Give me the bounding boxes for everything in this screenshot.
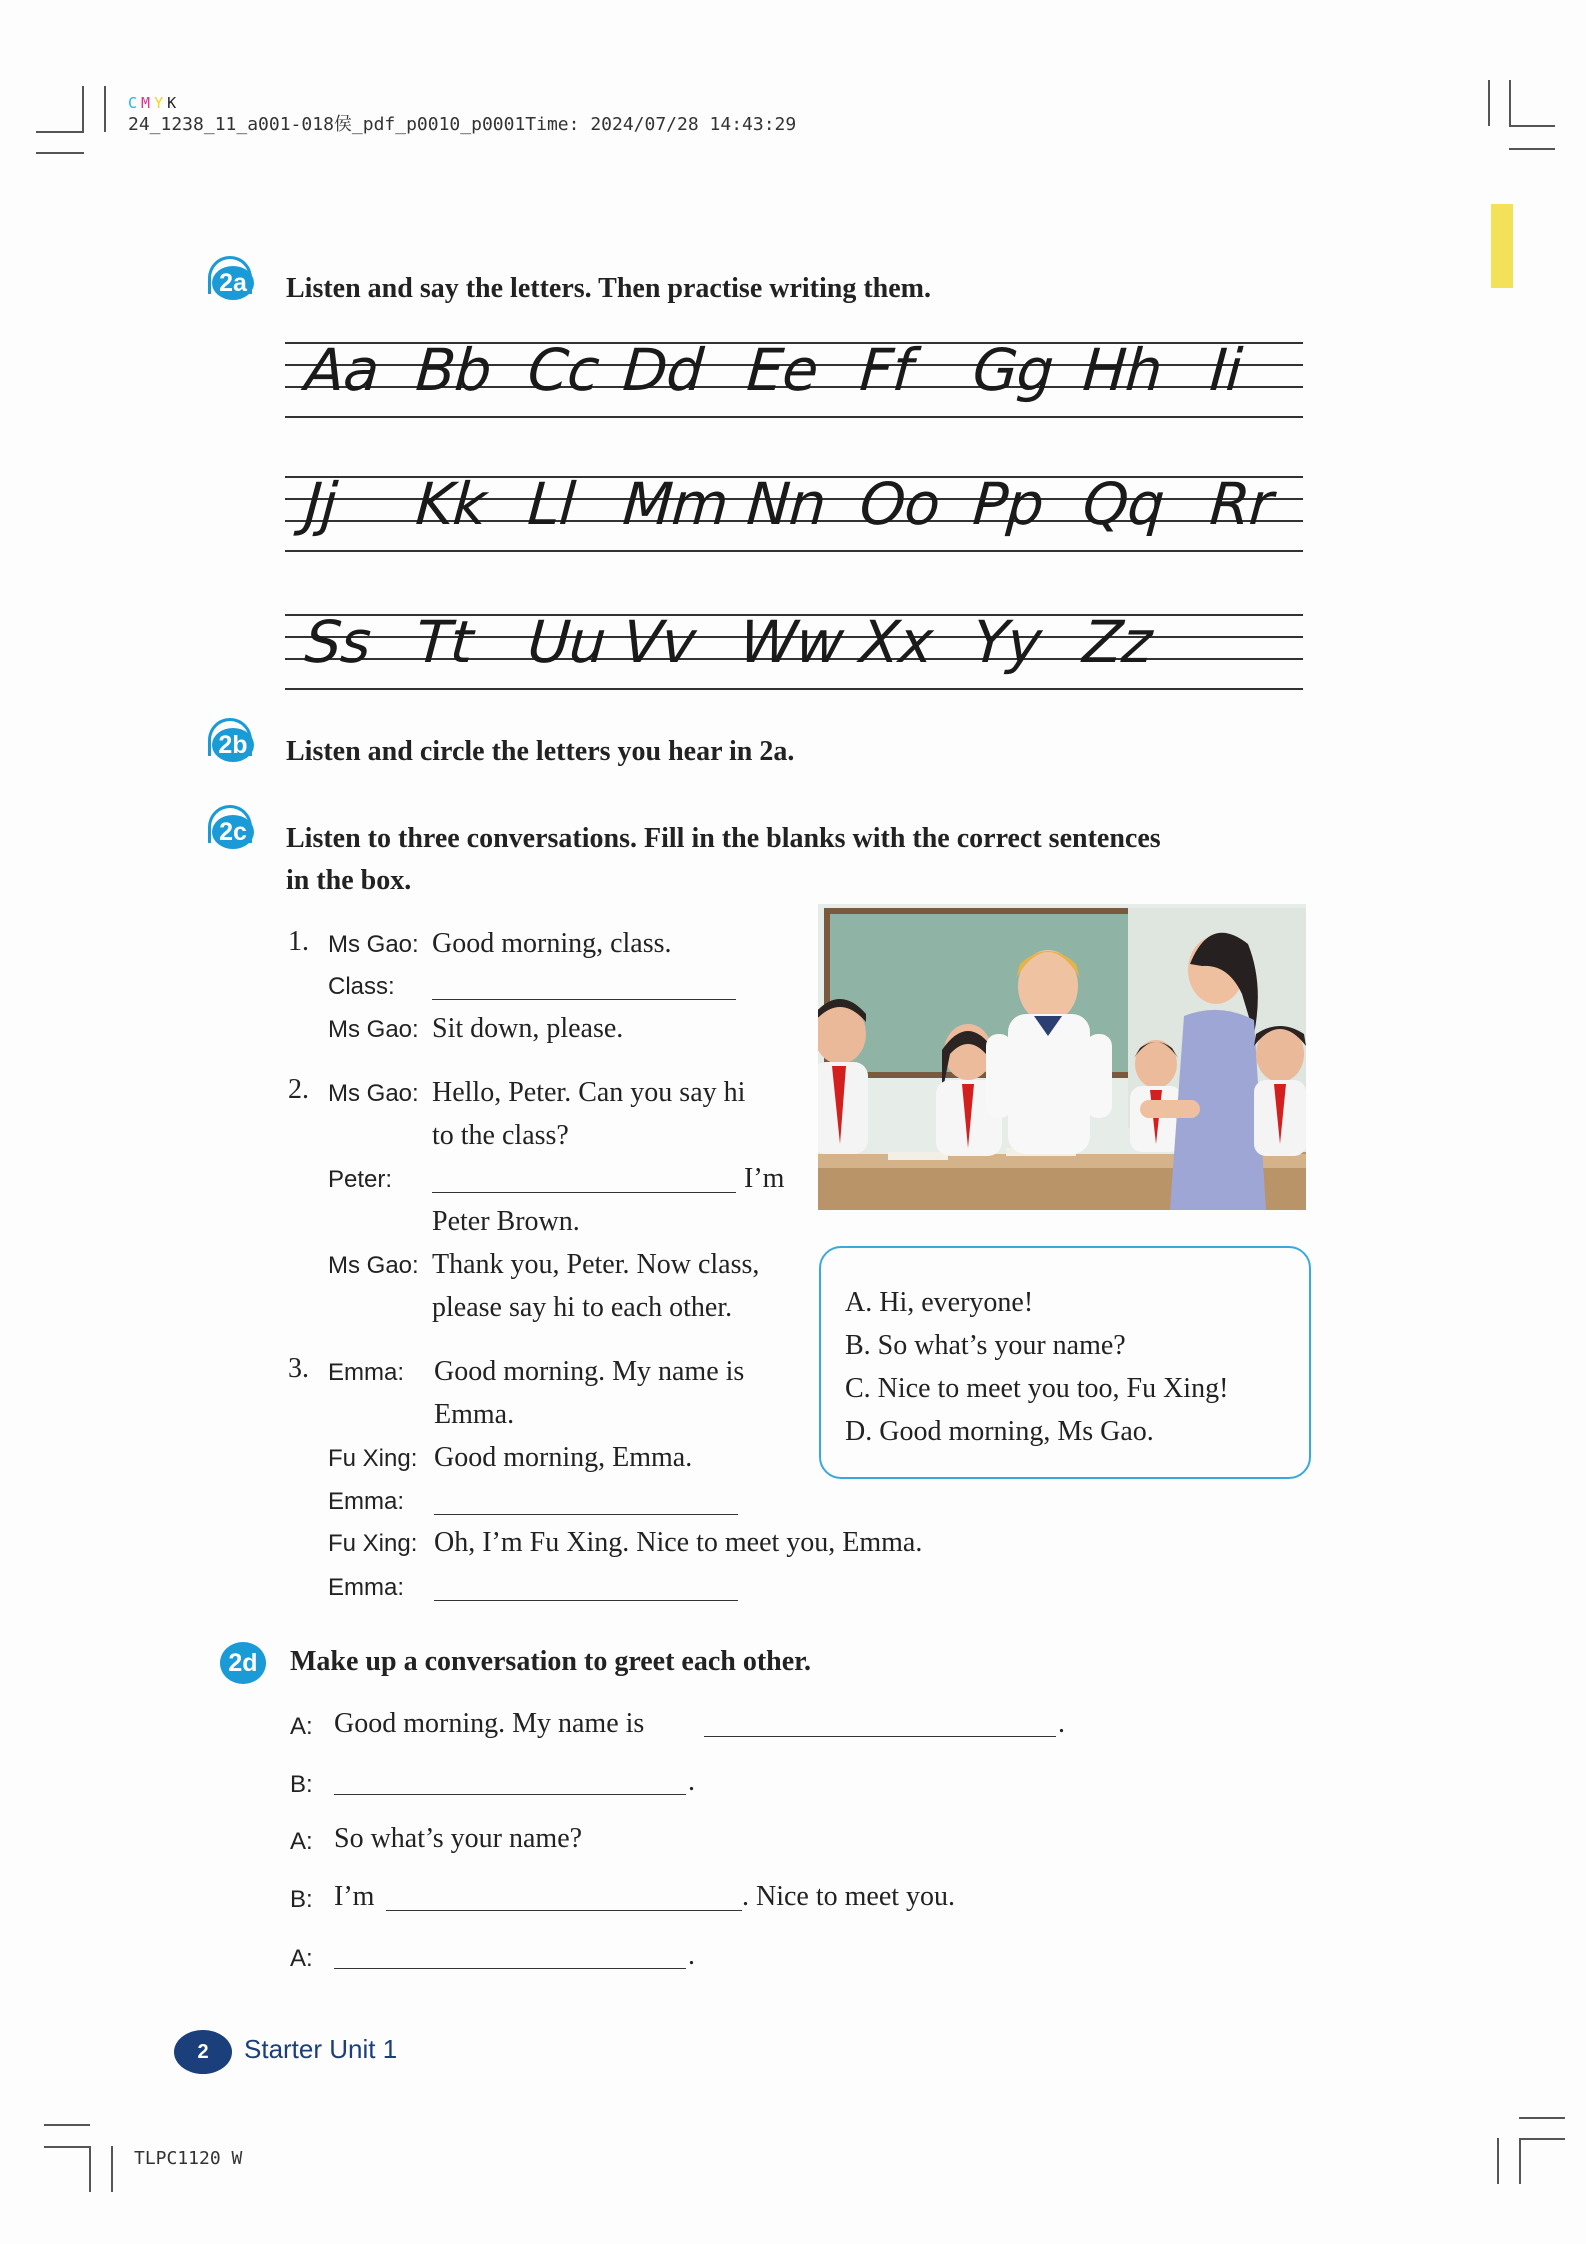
line-end: . bbox=[688, 1940, 695, 1971]
speaker: Fu Xing: bbox=[328, 1530, 418, 1557]
crop-mark bbox=[1509, 148, 1555, 150]
cmyk-y: Y bbox=[154, 94, 166, 112]
speaker: A: bbox=[290, 1945, 313, 1972]
letter-pair: Uu bbox=[525, 608, 608, 676]
crop-mark bbox=[1519, 2117, 1565, 2119]
letter-pair: Bb bbox=[413, 336, 493, 404]
letter-pair: Vv bbox=[620, 608, 698, 676]
crop-mark bbox=[1497, 2138, 1499, 2184]
letter-pair: Ll bbox=[525, 470, 577, 538]
dialogue-line: Good morning. My name is bbox=[434, 1356, 745, 1387]
crop-mark bbox=[111, 2146, 113, 2192]
badge-label: 2b bbox=[212, 728, 254, 762]
letter-pair: Ii bbox=[1207, 336, 1244, 404]
letter-pair: Zz bbox=[1080, 608, 1154, 676]
letter-pair: Yy bbox=[970, 608, 1044, 676]
letter-pair: Hh bbox=[1080, 336, 1164, 404]
letter-pair: Tt bbox=[413, 608, 475, 676]
line-end: . bbox=[1058, 1708, 1065, 1739]
yellow-edge-tab bbox=[1491, 204, 1513, 288]
speaker: Emma: bbox=[328, 1574, 405, 1601]
letter-row-1 bbox=[285, 336, 1303, 416]
crop-mark bbox=[44, 2124, 90, 2126]
letter-pair: Cc bbox=[525, 336, 601, 404]
unit-label: Starter Unit 1 bbox=[244, 2034, 398, 2064]
letter-pair: Kk bbox=[413, 470, 489, 538]
options-box bbox=[819, 1246, 1311, 1479]
letter-pair: Xx bbox=[857, 608, 935, 676]
footer-code: TLPC1120 W bbox=[134, 2148, 243, 2169]
letter-pair: Ff bbox=[857, 336, 915, 404]
dialogue-line: Thank you, Peter. Now class, bbox=[432, 1249, 760, 1280]
speaker: Ms Gao: bbox=[328, 1080, 419, 1107]
answer-blank[interactable] bbox=[704, 1736, 1056, 1737]
crop-mark bbox=[1519, 2138, 1521, 2184]
classroom-illustration bbox=[818, 904, 1306, 1210]
cmyk-c: C bbox=[128, 94, 140, 112]
badge-2c bbox=[206, 805, 260, 849]
speaker: A: bbox=[290, 1828, 313, 1855]
speaker: B: bbox=[290, 1886, 313, 1913]
letter-pair: Aa bbox=[302, 336, 381, 404]
answer-blank[interactable] bbox=[432, 999, 736, 1000]
dialogue-line: Peter Brown. bbox=[432, 1206, 580, 1237]
cmyk-k: K bbox=[167, 94, 179, 112]
page-number: 2 bbox=[174, 2030, 232, 2074]
dialogue-line: Good morning. My name is bbox=[334, 1708, 645, 1739]
conversation-number: 2. bbox=[288, 1074, 309, 1105]
crop-mark bbox=[89, 2146, 91, 2192]
speaker: Fu Xing: bbox=[328, 1445, 418, 1472]
line-end: . bbox=[688, 1766, 695, 1797]
letter-pair: Jj bbox=[302, 470, 339, 538]
answer-blank[interactable] bbox=[434, 1514, 738, 1515]
line-end: . Nice to meet you. bbox=[742, 1881, 956, 1912]
conversation-number: 3. bbox=[288, 1353, 309, 1384]
letter-pair: Ww bbox=[737, 608, 846, 676]
letter-pair: Nn bbox=[744, 470, 828, 538]
badge-2d bbox=[214, 1638, 268, 1682]
speaker: B: bbox=[290, 1771, 313, 1798]
instruction-2c-line1: Listen to three conversations. Fill in the blanks with the correct sentences bbox=[286, 823, 1161, 854]
letter-pair: Ee bbox=[744, 336, 820, 404]
speaker: Ms Gao: bbox=[328, 1016, 419, 1043]
speaker: Ms Gao: bbox=[328, 931, 419, 958]
answer-blank[interactable] bbox=[386, 1910, 742, 1911]
badge-label: 2a bbox=[212, 266, 254, 300]
letter-pair: Dd bbox=[620, 336, 705, 404]
dialogue-line: please say hi to each other. bbox=[432, 1292, 733, 1323]
letter-pair: Qq bbox=[1080, 470, 1166, 538]
crop-mark bbox=[1519, 2138, 1565, 2140]
option-a: A. Hi, everyone! bbox=[845, 1287, 1034, 1318]
badge-2b bbox=[206, 718, 260, 762]
option-c: C. Nice to meet you too, Fu Xing! bbox=[845, 1373, 1229, 1404]
instruction-2c-line2: in the box. bbox=[286, 865, 412, 896]
option-b: B. So what’s your name? bbox=[845, 1330, 1126, 1361]
crop-mark bbox=[82, 86, 84, 132]
dialogue-line: Sit down, please. bbox=[432, 1013, 624, 1044]
dialogue-line: Oh, I’m Fu Xing. Nice to meet you, Emma. bbox=[434, 1527, 923, 1558]
crop-mark bbox=[36, 131, 84, 133]
badge-2a bbox=[206, 256, 260, 300]
crop-mark bbox=[36, 152, 84, 154]
answer-blank[interactable] bbox=[334, 1794, 686, 1795]
dialogue-line: So what’s your name? bbox=[334, 1823, 583, 1854]
print-info: 24_1238_11_a001-018侯_pdf_p0010_p0001Time: 2024/07/28 14:43:29 bbox=[128, 114, 797, 135]
letter-pair: Mm bbox=[620, 470, 730, 538]
instruction-2d: Make up a conversation to greet each other. bbox=[290, 1646, 812, 1677]
cmyk-m: M bbox=[141, 94, 153, 112]
letter-row-3 bbox=[285, 608, 1303, 688]
speaker: Emma: bbox=[328, 1488, 405, 1515]
instruction-2a: Listen and say the letters. Then practise writing them. bbox=[286, 273, 931, 304]
letter-pair: Rr bbox=[1207, 470, 1275, 538]
crop-mark bbox=[1509, 125, 1555, 127]
badge-label: 2c bbox=[212, 815, 254, 849]
dialogue-line: Emma. bbox=[434, 1399, 515, 1430]
answer-blank[interactable] bbox=[432, 1192, 736, 1193]
letter-pair: Pp bbox=[970, 470, 1046, 538]
crop-mark bbox=[104, 86, 106, 132]
dialogue-line: Good morning, Emma. bbox=[434, 1442, 693, 1473]
letter-pair: Oo bbox=[857, 470, 942, 538]
letter-pair: Gg bbox=[970, 336, 1056, 404]
speaker: A: bbox=[290, 1713, 313, 1740]
speaker: Class: bbox=[328, 973, 395, 1000]
badge-label: 2d bbox=[220, 1642, 266, 1684]
speaker: Peter: bbox=[328, 1166, 393, 1193]
answer-blank[interactable] bbox=[434, 1600, 738, 1601]
option-d: D. Good morning, Ms Gao. bbox=[845, 1416, 1154, 1447]
dialogue-line: Good morning, class. bbox=[432, 928, 672, 959]
dialogue-line: to the class? bbox=[432, 1120, 569, 1151]
crop-mark bbox=[1488, 80, 1490, 126]
letter-row-2 bbox=[285, 470, 1303, 550]
letter-pair: Ss bbox=[302, 608, 373, 676]
dialogue-line: I’m bbox=[334, 1881, 375, 1912]
dialogue-line: I’m bbox=[744, 1163, 785, 1194]
answer-blank[interactable] bbox=[334, 1968, 686, 1969]
speaker: Ms Gao: bbox=[328, 1252, 419, 1279]
dialogue-line: Hello, Peter. Can you say hi bbox=[432, 1077, 746, 1108]
crop-mark bbox=[44, 2146, 90, 2148]
conversation-number: 1. bbox=[288, 926, 309, 957]
crop-mark bbox=[1509, 80, 1511, 126]
instruction-2b: Listen and circle the letters you hear in 2a. bbox=[286, 736, 795, 767]
speaker: Emma: bbox=[328, 1359, 405, 1386]
